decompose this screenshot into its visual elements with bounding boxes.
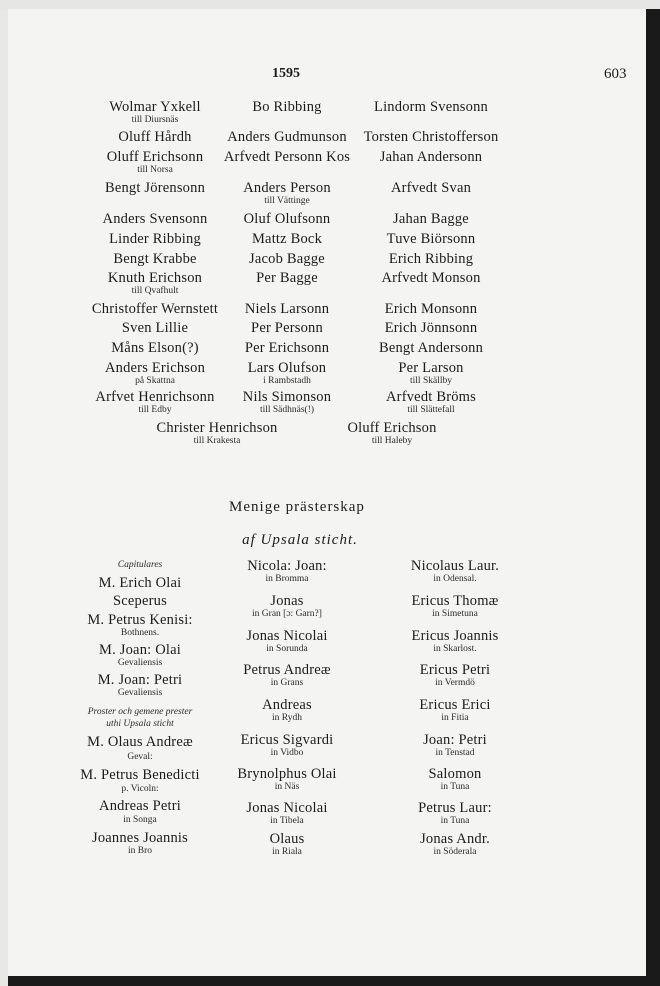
place-entry: till Sädhnäs(!) (259, 405, 315, 415)
name-entry: Olaus (269, 831, 305, 847)
place-entry: p. Vicoln: (121, 784, 159, 794)
section-subheading: af Upsala sticht. (242, 532, 358, 548)
place-entry: in Fitia (441, 713, 469, 723)
name-entry: Lars Olufson (247, 360, 327, 376)
running-header-year: 1595 (272, 66, 300, 81)
place-entry: till Qvafhult (131, 286, 179, 296)
name-entry: M. Joan: Petri (97, 672, 183, 688)
place-entry: Gevaliensis (117, 658, 163, 668)
name-entry: Ericus Thomæ (411, 593, 499, 609)
name-entry: Per Bagge (256, 270, 318, 286)
name-entry: Wolmar Yxkell (109, 99, 201, 115)
name-entry: M. Petrus Kenisi: (87, 612, 193, 628)
name-entry: M. Olaus Andreæ (87, 734, 193, 750)
name-entry: Petrus Laur: (418, 800, 492, 816)
name-entry: Oluf Olufsonn (243, 211, 331, 227)
place-entry: in Vidbo (270, 748, 304, 758)
name-entry: Nils Simonson (242, 389, 332, 405)
name-entry: Erich Monsonn (384, 301, 478, 317)
place-entry: in Tenstad (435, 748, 475, 758)
name-entry: Ericus Joannis (411, 628, 499, 644)
place-entry: in Skarlost. (433, 644, 477, 654)
name-entry: Sven Lillie (121, 320, 189, 336)
name-entry: Ericus Erici (419, 697, 491, 713)
name-entry: Anders Svensonn (102, 211, 208, 227)
name-entry: Ericus Sigvardi (240, 732, 334, 748)
name-entry: Arfvedt Monson (381, 270, 481, 286)
place-entry: in Grans (270, 678, 304, 688)
caption: Capitulares (117, 560, 163, 570)
name-entry: Jahan Andersonn (379, 149, 483, 165)
name-entry: Oluff Erichsonn (106, 149, 204, 165)
place-entry: till Vättinge (264, 196, 310, 206)
place-entry: till Slättefall (407, 405, 455, 415)
place-entry: till Edby (138, 405, 172, 415)
place-entry: in Söderala (433, 847, 477, 857)
name-entry: Erich Ribbing (388, 251, 474, 267)
page-number: 603 (604, 66, 627, 82)
place-entry: på Skattna (135, 376, 175, 386)
name-entry: Bo Ribbing (252, 99, 322, 115)
scan-edge-left (0, 0, 8, 986)
place-entry: in Bro (127, 846, 153, 856)
name-entry: Erich Jönnsonn (384, 320, 478, 336)
caption: uthi Upsala sticht (106, 719, 174, 729)
name-entry: Joannes Joannis (91, 830, 189, 846)
name-entry: Andreas Petri (99, 798, 181, 814)
place-entry: in Rydh (272, 713, 302, 723)
name-entry: Tuve Biörsonn (386, 231, 476, 247)
name-entry: Jonas Nicolai (246, 800, 328, 816)
name-entry: M. Petrus Benedicti (80, 767, 200, 783)
caption: Proster och gemene prester (87, 707, 193, 717)
name-entry: M. Erich Olai (98, 575, 182, 591)
name-entry: Nicola: Joan: (247, 558, 327, 574)
name-entry: Niels Larsonn (244, 301, 330, 317)
name-entry: Oluff Hårdh (118, 129, 192, 145)
name-entry: Joan: Petri (423, 732, 487, 748)
name-entry: Brynolphus Olai (237, 766, 337, 782)
place-entry: till Norsa (137, 165, 173, 175)
name-entry: Ericus Petri (419, 662, 491, 678)
place-entry: Geval: (127, 752, 153, 762)
place-entry: till Diursnäs (131, 115, 179, 125)
place-entry: till Haleby (371, 436, 413, 446)
place-entry: Gevaliensis (117, 688, 163, 698)
name-entry: Arfvet Henrichsonn (95, 389, 215, 405)
place-entry: in Vermdö (435, 678, 475, 688)
name-entry: Nicolaus Laur. (410, 558, 500, 574)
name-entry: Måns Elson(?) (111, 340, 199, 356)
name-entry: Salomon (428, 766, 482, 782)
name-entry: Per Erichsonn (244, 340, 330, 356)
name-entry: Christoffer Wernstett (91, 301, 219, 317)
name-entry: Torsten Christofferson (363, 129, 499, 145)
name-entry: Oluff Erichson (347, 420, 437, 436)
place-entry: in Tuna (440, 816, 470, 826)
place-entry: in Songa (123, 815, 157, 825)
place-entry: till Skällby (410, 376, 452, 386)
place-entry: till Krakesta (193, 436, 241, 446)
name-entry: Bengt Jörensonn (104, 180, 206, 196)
name-entry: Knuth Erichson (107, 270, 203, 286)
place-entry: in Riala (272, 847, 302, 857)
name-entry: Per Personn (251, 320, 323, 336)
name-entry: Arfvedt Personn Kos (223, 149, 351, 165)
name-entry: Per Larson (398, 360, 464, 376)
name-entry: Anders Person (243, 180, 331, 196)
place-entry: in Gran [ɔ: Garn?] (252, 609, 322, 619)
name-entry: Petrus Andreæ (243, 662, 331, 678)
name-entry: Anders Gudmunson (227, 129, 347, 145)
name-entry: Jahan Bagge (393, 211, 469, 227)
place-entry: in Simetuna (432, 609, 478, 619)
section-heading: Menige prästerskap (229, 499, 365, 515)
place-entry: i Rambstadh (263, 376, 311, 386)
name-entry: Andreas (262, 697, 312, 713)
place-entry: in Odensal. (433, 574, 477, 584)
name-entry: Arfvedt Svan (390, 180, 472, 196)
name-entry: Jonas (270, 593, 304, 609)
name-entry: Mattz Bock (251, 231, 323, 247)
place-entry: in Sorunda (266, 644, 308, 654)
name-entry: Jonas Nicolai (246, 628, 328, 644)
name-entry: Sceperus (113, 593, 167, 609)
name-entry: Anders Erichson (104, 360, 206, 376)
name-entry: Bengt Krabbe (113, 251, 197, 267)
name-entry: Christer Henrichson (156, 420, 278, 436)
name-entry: M. Joan: Olai (99, 642, 181, 658)
name-entry: Arfvedt Bröms (386, 389, 476, 405)
name-entry: Jonas Andr. (420, 831, 490, 847)
name-entry: Jacob Bagge (249, 251, 325, 267)
name-entry: Lindorm Svensonn (374, 99, 488, 115)
scan-edge-top (0, 0, 660, 9)
place-entry: in Tibela (270, 816, 304, 826)
name-entry: Bengt Andersonn (378, 340, 484, 356)
place-entry: in Näs (274, 782, 300, 792)
name-entry: Linder Ribbing (109, 231, 201, 247)
place-entry: in Bromma (265, 574, 309, 584)
place-entry: Bothnens. (120, 628, 160, 638)
place-entry: in Tuna (440, 782, 470, 792)
